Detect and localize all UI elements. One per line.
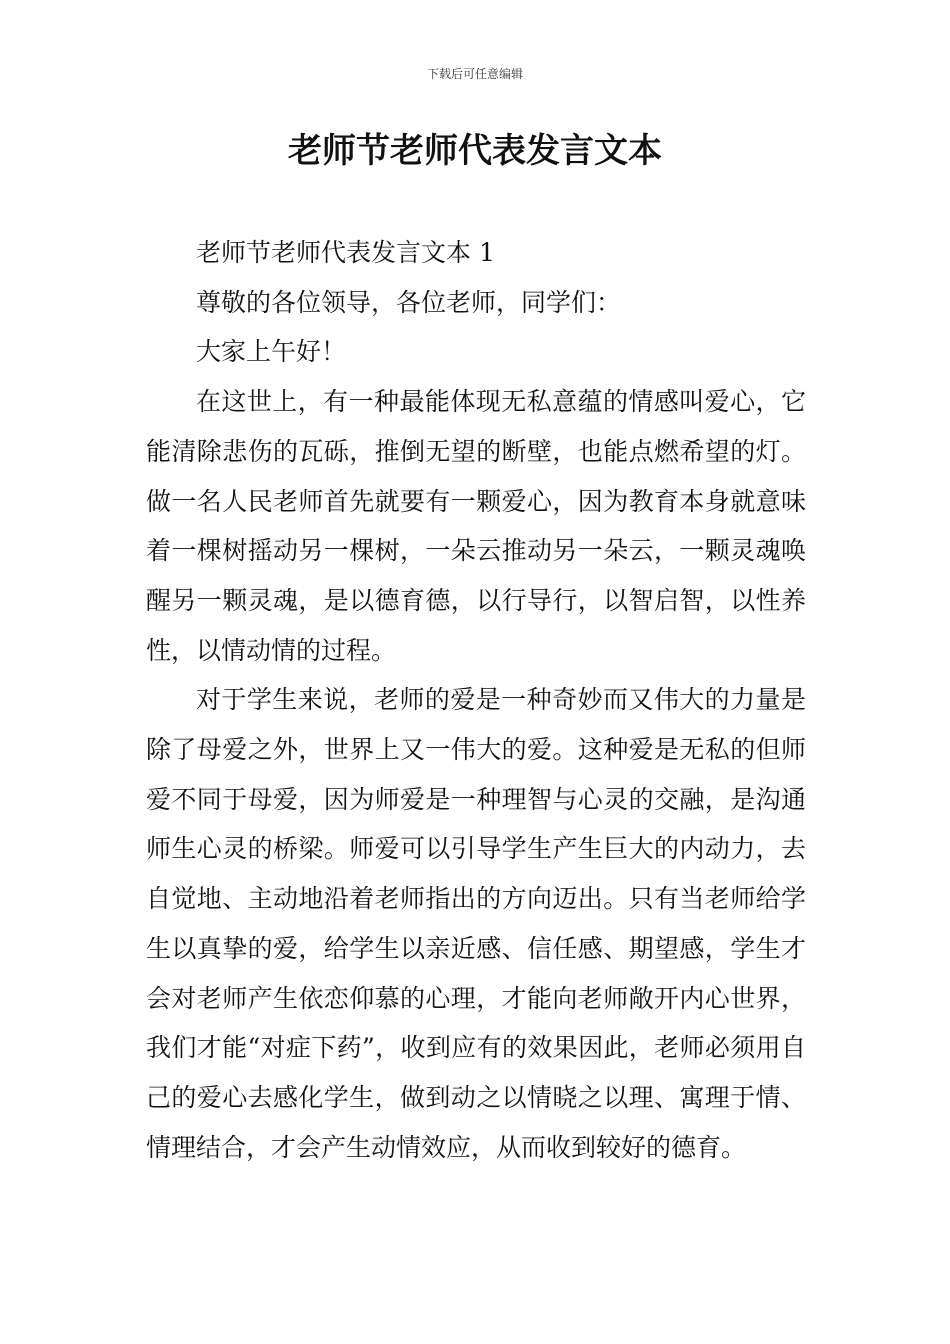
body-paragraph: 对于学生来说，老师的爱是一种奇妙而又伟大的力量是除了母爱之外，世界上又一伟大的爱。这种爱是无私的但师爱不同于母爱，因为师爱是一种理智与心灵的交融，是沟通师生心灵的桥梁。师爱可以引导学生产生巨大的内动力，去自觉地、主动地沿着老师指出的方向迈出。只有当老师给学生以真挚的爱，给学生以亲近感、信任感、期望感，学生才会对老师产生依恋仰慕的心理，才能向老师敞开内心世界，我们才能“对症下药”，收到应有的效果因此，老师必须用自己的爱心去感化学生，做到动之以情晓之以理、寓理于情、情理结合，才会产生动情效应，从而收到较好的德育。 — [146, 685, 806, 1162]
body-paragraph: 在这世上，有一种最能体现无私意蕴的情感叫爱心，它能清除悲伤的瓦砾，推倒无望的断壁，也能点燃希望的灯。做一名人民老师首先就要有一颗爱心，因为教育本身就意味着一棵树摇动另一棵树，一朵云推动另一朵云，一颗灵魂唤醒另一颗灵魂，是以德育德，以行导行，以智启智，以性养性，以情动情的过程。 — [146, 387, 806, 665]
greeting: 大家上午好！ — [196, 337, 347, 367]
header-note: 下载后可任意编辑 — [426, 67, 523, 81]
section-heading: 老师节老师代表发言文本 1 — [196, 238, 495, 267]
salutation: 尊敬的各位领导，各位老师，同学们： — [196, 287, 622, 317]
document-body — [146, 228, 806, 1172]
document-title: 老师节老师代表发言文本 — [288, 131, 662, 171]
